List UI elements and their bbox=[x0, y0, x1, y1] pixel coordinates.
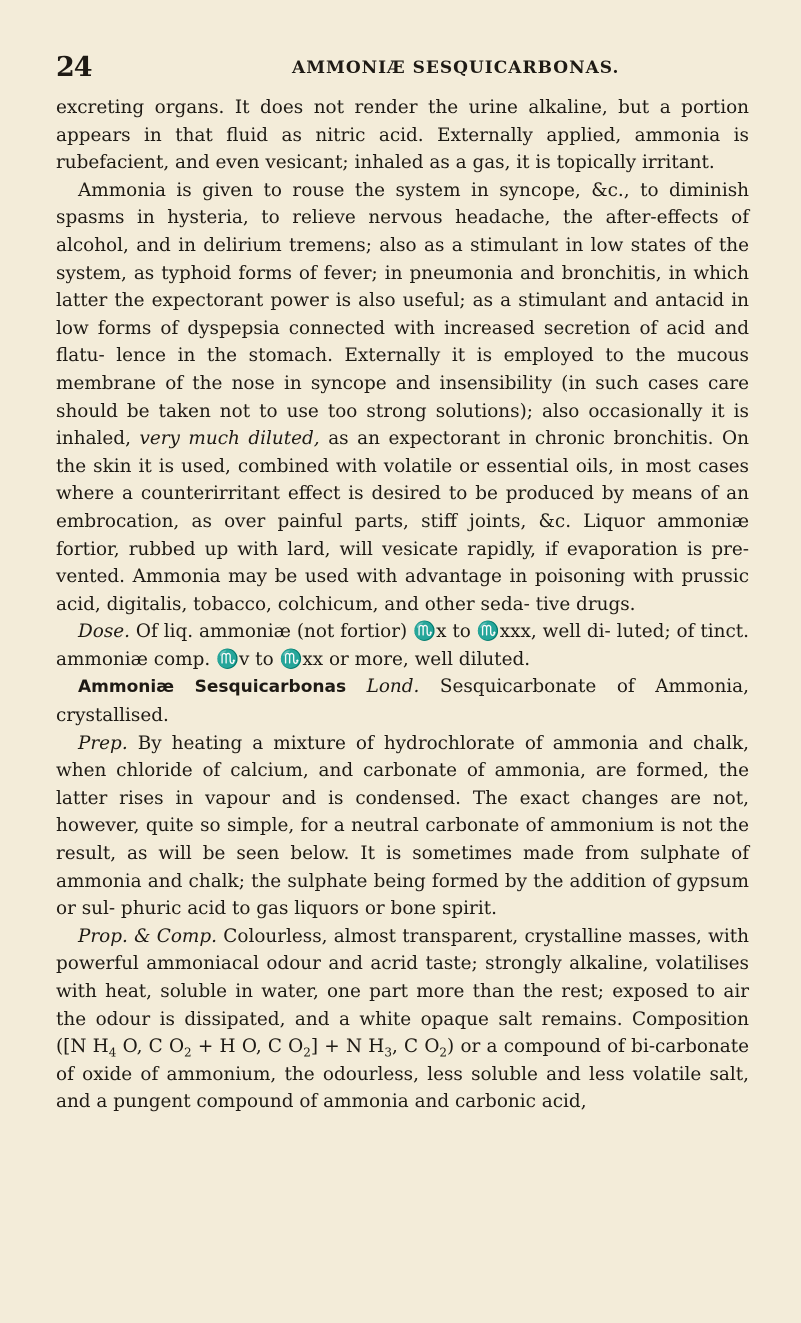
prep-label: Prep. bbox=[78, 732, 128, 754]
dose-label: Dose. bbox=[78, 621, 130, 643]
emphasis-diluted: very much diluted, bbox=[139, 428, 320, 450]
running-title: AMMONIÆ SESQUICARBONAS. bbox=[292, 58, 620, 78]
paragraph-dose: Dose. Of liq. ammoniæ (not fortior) ♏x to ♏xxx, well di- luted; of tinct. ammoniæ comp. ♏v to ♏xx or more, well diluted. bbox=[56, 621, 749, 670]
paragraph-uses: Ammonia is given to rouse the system in syncope, &c., to diminish spasms in hysteria, to relieve nervous headache, the after-effects of alcohol, and in delirium tremens; also as a stimulant in low states of the system, as typhoid forms of fever; in pneumonia and bronchitis, in which latter the expectorant power is also useful; as a stimulant and antacid in low forms of dyspepsia connected with increased secretion of acid and flatu- lence in the stomach. Externally it is employed to the mucous membrane of the nose in syncope and insensibility (in such cases care should be taken not to use too strong solutions); also occasionally it is inhaled, very much diluted, as an expectorant in chronic bronchitis. On the skin it is used, combined with volatile or essential oils, in most cases where a counterirritant effect is desired to be produced by means of an embrocation, as over painful parts, stiff joints, &c. Liquor ammoniæ fortior, rubbed up with lard, will vesicate rapidly, if evaporation is pre- vented. Ammonia may be used with advantage in poisoning with prussic acid, digitalis, tobacco, colchicum, and other seda- tive drugs. bbox=[56, 179, 749, 615]
paragraph-prep: Prep. By heating a mixture of hydrochlorate of ammonia and chalk, when chloride of calcium, and carbonate of ammonia, are formed, the latter rises in vapour and is condensed. The exact changes are not, however, quite so simple, for a neutral carbonate of ammonium is not the result, as will be seen below. It is sometimes made from sulphate of ammonia and chalk; the sulphate being formed by the addition of gypsum or sul- phuric acid to gas liquors or bone spirit. bbox=[56, 732, 749, 920]
entry-term: Ammoniæ Sesquicarbonas bbox=[78, 677, 347, 698]
page-number: 24 bbox=[56, 52, 92, 83]
pharmacopoeia-label: Lond. bbox=[366, 676, 420, 698]
paragraph-excreting: excreting organs. It does not render the urine alkaline, but a portion appears in that fluid as nitric acid. Externally applied, ammonia is rubefacient, and even vesicant; inhaled as a gas, it is topically irritant. bbox=[56, 97, 749, 174]
prop-label: Prop. & Comp. bbox=[78, 925, 217, 947]
entry-heading: Ammoniæ Sesquicarbonas Lond. Sesquicarbonate of Ammonia, crystallised. bbox=[56, 676, 749, 727]
body-text bbox=[56, 94, 749, 1116]
page-header bbox=[56, 46, 745, 86]
paragraph-properties: Prop. & Comp. Colourless, almost transparent, crystalline masses, with powerful ammoniacal odour and acrid taste; strongly alkaline, volatilises with heat, soluble in water, one part more than the rest; exposed to air the odour is dissipated, and a white opaque salt remains. Composition ([N $H_4$ O, C $O_2 + H$ O, C $O_2] + N$ $H_3$, C $O_2$) or a compound of bi-carbonate of oxide of ammonium, the odourless, less soluble and less volatile salt, and a pungent compound of ammonia and carbonic acid, bbox=[56, 925, 750, 1113]
